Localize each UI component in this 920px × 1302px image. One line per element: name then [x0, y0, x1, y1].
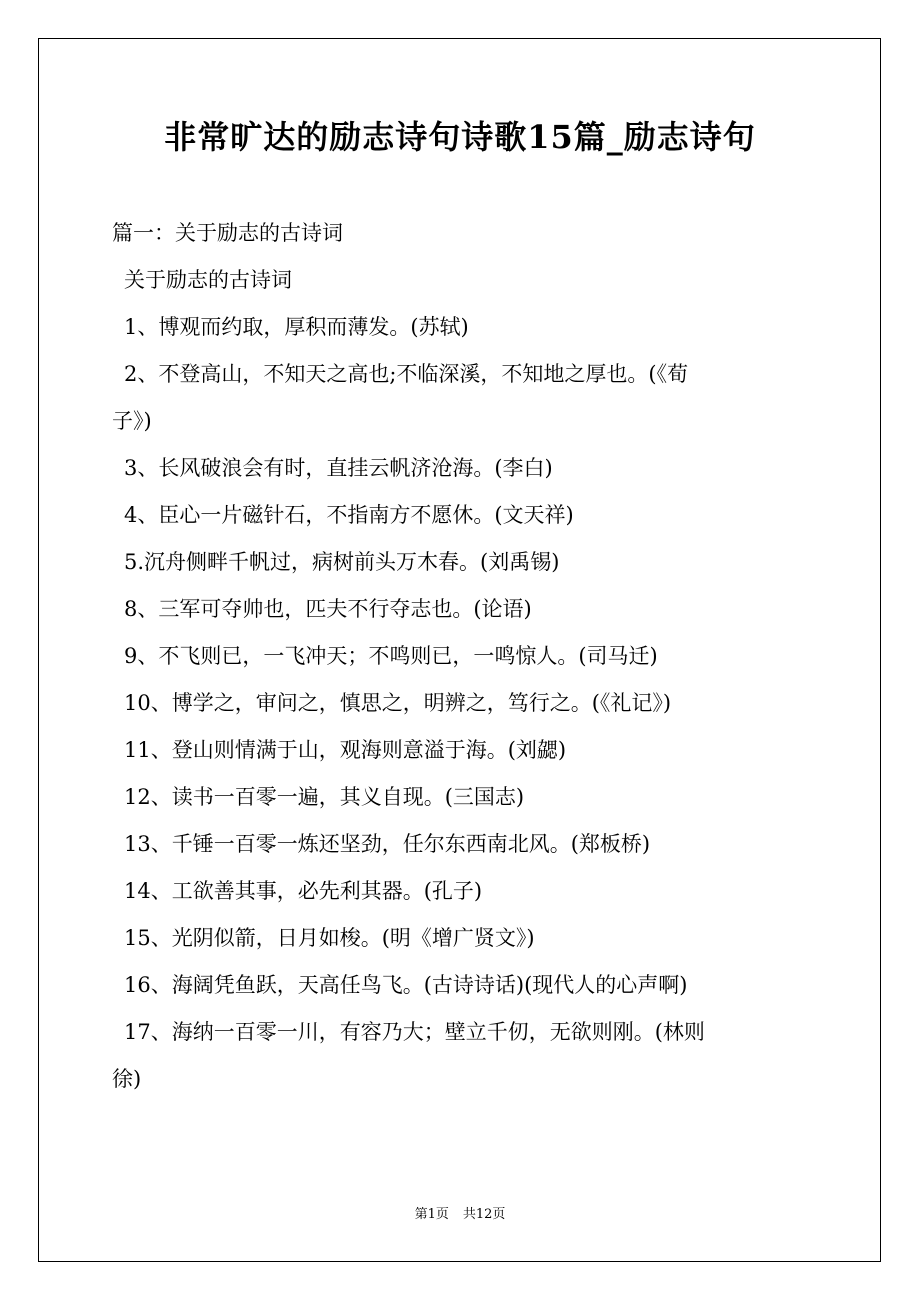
quote-line: 8、三军可夺帅也，匹夫不行夺志也。(论语)	[124, 597, 532, 621]
page-number: 第1页	[414, 1207, 449, 1222]
quote-line: 10、博学之，审问之，慎思之，明辨之，笃行之。(《礼记》)	[124, 691, 672, 715]
quote-line: 4、臣心一片磁针石，不指南方不愿休。(文天祥)	[124, 503, 574, 527]
quote-line: 1、博观而约取，厚积而薄发。(苏轼)	[124, 315, 469, 339]
quote-line: 5.沉舟侧畔千帆过，病树前头万木春。(刘禹锡)	[124, 550, 560, 574]
quote-line: 11、登山则情满于山，观海则意溢于海。(刘勰)	[124, 738, 567, 762]
quote-line: 16、海阔凭鱼跃，天高任鸟飞。(古诗诗话)(现代人的心声啊)	[124, 973, 688, 997]
quote-line: 17、海纳一百零一川，有容乃大；壁立千仞，无欲则刚。(林则	[124, 1020, 705, 1044]
quote-line: 13、千锤一百零一炼还坚劲，任尔东西南北风。(郑板桥)	[124, 832, 651, 856]
quote-line: 12、读书一百零一遍，其义自现。(三国志)	[124, 785, 525, 809]
quote-line: 14、工欲善其事，必先利其器。(孔子)	[124, 879, 483, 903]
subheading: 关于励志的古诗词	[124, 268, 292, 292]
quote-line-continuation: 子》)	[112, 409, 152, 433]
quote-line: 3、长风破浪会有时，直挂云帆济沧海。(李白)	[124, 456, 553, 480]
quote-line-continuation: 徐)	[112, 1067, 142, 1091]
document-title: 非常旷达的励志诗句诗歌15篇_励志诗句	[164, 118, 756, 156]
page-total: 共12页	[462, 1207, 506, 1222]
quote-line: 9、不飞则已，一飞冲天；不鸣则已，一鸣惊人。(司马迁)	[124, 644, 658, 668]
quote-line: 2、不登高山，不知天之高也;不临深溪，不知地之厚也。(《荀	[124, 362, 689, 386]
page-footer	[0, 1205, 920, 1225]
quote-line: 15、光阴似箭，日月如梭。(明《增广贤文》)	[124, 926, 535, 950]
document-body	[112, 210, 828, 1103]
section-heading: 篇一：关于励志的古诗词	[112, 221, 343, 245]
